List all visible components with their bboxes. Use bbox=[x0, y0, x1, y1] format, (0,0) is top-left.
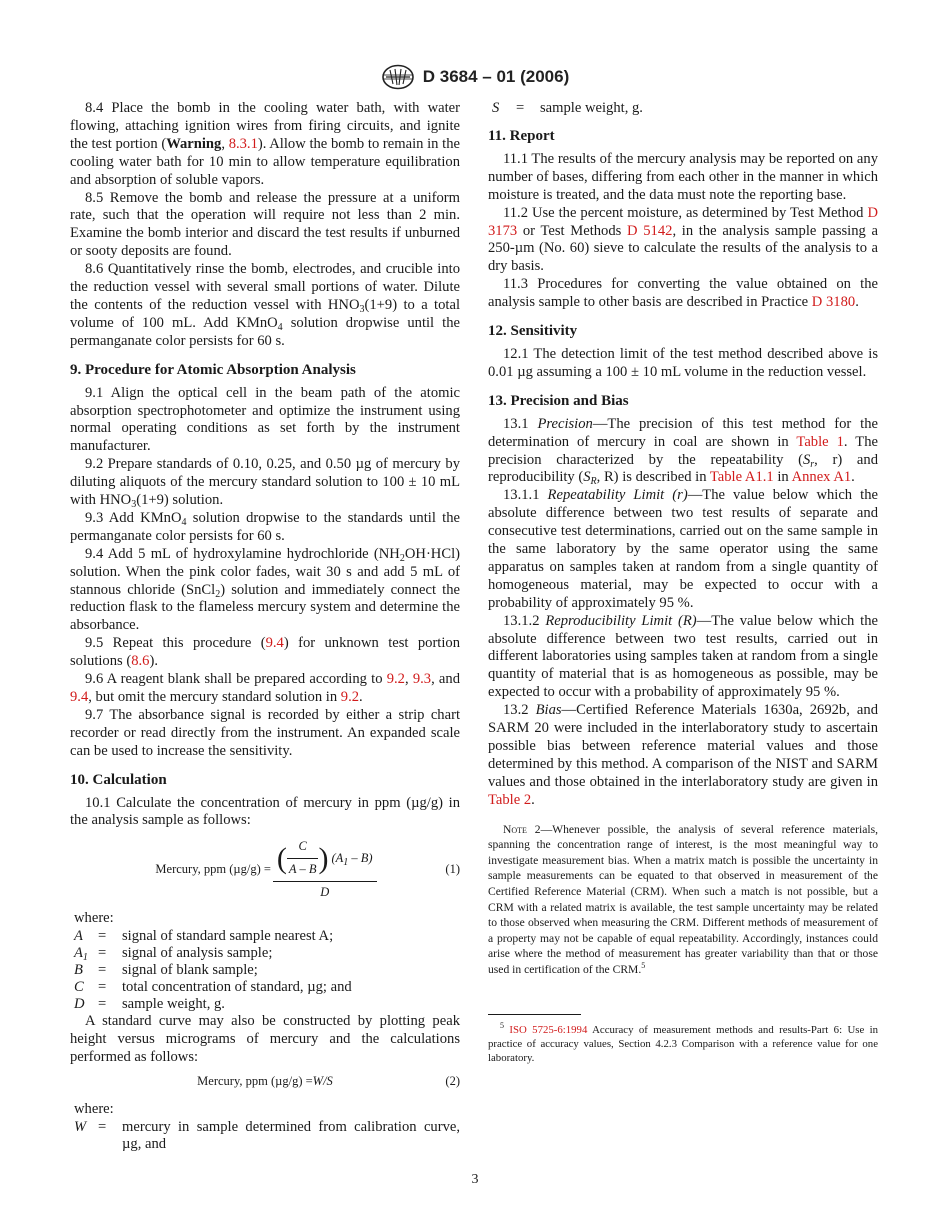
paragraph-9-6: 9.6 A reagent blank shall be prepared according to 9.2, 9.3, and 9.4, but omit the mercury standard solution in 9.2. bbox=[70, 671, 460, 705]
paragraph-13-1-1: 13.1.1 Repeatability Limit (r)—The value below which the absolute difference between two test results of separate and consecutive test determinations, carried out on the same sample in the same laboratory by the same operator using the same apparatus on samples taken at random from a single quantity of homogeneous material, may be expected to occur with a probability of approximately 95 %. bbox=[488, 487, 878, 611]
paragraph-9-4: 9.4 Add 5 mL of hydroxylamine hydrochloride $(NH_2OH\cdot HCl)$ solution. When the pink color fades, wait 30 s and add 5 mL of stannous chloride (SnCl$_2$) solution and immediately connect the reduction flask to the flameless mercury system and determine the absorbance. bbox=[70, 545, 460, 634]
definition-symbol: C bbox=[74, 978, 84, 995]
link-9-4[interactable]: 9.4 bbox=[265, 635, 284, 652]
paragraph-8-5: 8.5 Remove the bomb and release the pressure at a uniform rate, such that the operation will require not less than 2 min. Examine the bomb interior and discard the test results if unburned or sooty deposits are found. bbox=[70, 189, 460, 260]
paragraph-13-1-2: 13.1.2 Reproducibility Limit (R)—The value below which the absolute difference between two test results, carried out in different laboratories using samples taken at random from a single quantity of material that is as homogeneous as possible, may be expected to occur with a probability of approximately 95 %. bbox=[488, 612, 878, 701]
link-annex-a1[interactable]: Annex A1 bbox=[791, 469, 852, 486]
paragraph-9-5: 9.5 Repeat this procedure (9.4) for unknown test portion solutions (8.6). bbox=[70, 635, 461, 670]
left-column bbox=[70, 100, 460, 1154]
definition-row: B = signal of blank sample; bbox=[74, 962, 460, 979]
equation-2-number: (2) bbox=[445, 1073, 460, 1088]
link-8-6[interactable]: 8.6 bbox=[131, 653, 150, 670]
definition-row: D = sample weight, g. bbox=[74, 996, 460, 1013]
equation-2: Mercury, ppm (µg/g) = W/S (2) bbox=[70, 1073, 460, 1091]
link-9-3[interactable]: 9.3 bbox=[412, 671, 432, 688]
note-2: Note 2—Whenever possible, the analysis of several reference materials, spanning the concentration range of interest, is the most meaningful way to investigate measurement bias. When a matrix match is possible the uncertainty in sample measurements can be equated to that observed in measurement of the Certified Reference Material (CRM). When such a match is not possible, but a CRM with a related matrix is available, the test sample uncertainty may be related to those observed when measuring the CRM. Different methods of measurement of a property may not be capable of equal repeatability. Accordingly, instances could arise where the method of measurement has greater variability than that or those used in certification of the CRM.$^5$ bbox=[488, 822, 878, 976]
where-label-1: where: bbox=[74, 910, 114, 927]
paragraph-13-1: 13.1 Precision—The precision of this test method for the determination of mercury in coal are shown in Table 1. The precision characterized by the repeatability ($S_r$, r) and reproducibility ($S_R$, R) is described in Table A1.1 in Annex A1. bbox=[488, 415, 878, 488]
definition-list-1 bbox=[74, 928, 460, 1013]
footnote-5: $^5$ ISO 5725-6:1994 Accuracy of measurement methods and results-Part 6: Use in practice of accuracy values, Section 4.2.3 Comparison with a reference value for one laboratory. bbox=[488, 1020, 879, 1064]
footnote-divider bbox=[488, 1014, 581, 1015]
paragraph-9-7: 9.7 The absorbance signal is recorded by either a strip chart recorder or read directly from the instrument. An expanded scale can be used to increase the sensitivity. bbox=[70, 706, 460, 759]
paragraph-13-2: 13.2 Bias—Certified Reference Materials 1630a, 2692b, and SARM 20 were included in the interlaboratory study to ascertain possible bias between reference material values and those determined by this method. A comparison of the NIST and SARM values and those obtained in the interlaboratory study are given in Table 2. bbox=[488, 702, 878, 808]
definition-S: S = sample weight, g. bbox=[492, 100, 643, 116]
page-number: 3 bbox=[471, 1172, 479, 1187]
link-9-4[interactable]: 9.4 bbox=[70, 689, 89, 705]
paragraph-8-4: 8.4 Place the bomb in the cooling water bath, with water flowing, attaching ignition wires from firing circuits, and ignite the test portion (Warning, 8.3.1). Allow the bomb to remain in the cooling water bath for 10 min to allow temperature equilibration and absorption of soluble vapors. bbox=[70, 100, 461, 188]
definition-row: C = total concentration of standard, µg; and bbox=[74, 979, 460, 996]
astm-logo-icon bbox=[381, 64, 415, 90]
where-label-2: where: bbox=[74, 1100, 114, 1117]
link-table-a1-1[interactable]: Table A1.1 bbox=[709, 469, 774, 486]
paragraph-10-1: 10.1 Calculate the concentration of mercury in ppm (µg/g) in the analysis sample as follows: bbox=[70, 794, 460, 829]
paragraph-12-1: 12.1 The detection limit of the test method described above is 0.01 µg assuming a 100 ± 10 mL volume in the reduction vessel. bbox=[488, 345, 878, 380]
section-9-heading: 9. Procedure for Atomic Absorption Analysis bbox=[70, 361, 356, 378]
section-13-heading: 13. Precision and Bias bbox=[488, 392, 629, 409]
section-10-heading: 10. Calculation bbox=[70, 771, 167, 788]
definition-text: sample weight, g. bbox=[122, 995, 225, 1012]
paragraph-9-1: 9.1 Align the optical cell in the beam path of the atomic absorption spectrophotometer and optimize the instrument using normal operating conditions as set forth by the instrument manufacturer. bbox=[70, 384, 460, 455]
paragraph-11-2: 11.2 Use the percent moisture, as determined by Test Method D 3173 or Test Methods D 5142, in the analysis sample passing a 250-µm (No. 60) sieve to calculate the results of the analysis to a dry basis. bbox=[488, 204, 878, 275]
link-iso-5725-6[interactable]: ISO 5725-6:1994 bbox=[509, 1023, 588, 1036]
link-d3173[interactable]: D 3173 bbox=[488, 204, 878, 239]
paragraph-8-6: 8.6 Quantitatively rinse the bomb, electrodes, and crucible into the reduction vessel with several small portions of water. Dilute the contents of the reduction vessel with $HNO_3(1+9)$ to a total volume of 100 mL. Add KMnO$_4$ solution dropwise until the permanganate color persists for 60 s. bbox=[70, 261, 460, 349]
definition-symbol: D bbox=[74, 995, 85, 1012]
definition-W: W = mercury in sample determined from calibration curve, µg, and bbox=[74, 1118, 460, 1153]
equation-1-fraction: ( $\frac{C}{A - B}$ ) $(A_1 - B)$ D bbox=[275, 838, 375, 902]
link-d5142[interactable]: D 5142 bbox=[627, 222, 673, 239]
section-12-heading: 12. Sensitivity bbox=[488, 323, 578, 340]
definition-text: signal of standard sample nearest A; bbox=[122, 927, 334, 944]
definition-text: signal of blank sample; bbox=[122, 961, 258, 978]
paragraph-9-3: 9.3 Add KMnO$_4$ solution dropwise to the standards until the permanganate color persists for 60 s. bbox=[70, 509, 460, 544]
definition-symbol: A bbox=[74, 927, 83, 944]
link-9-2[interactable]: 9.2 bbox=[340, 689, 360, 705]
paragraph-9-2: 9.2 Prepare standards of 0.10, 0.25, and 0.50 µg of mercury by diluting aliquots of the mercury standard solution to 100 ± 10 mL with $HNO_3(1+9)$ solution. bbox=[70, 456, 460, 511]
link-9-2[interactable]: 9.2 bbox=[386, 671, 405, 688]
definition-symbol: B bbox=[74, 961, 83, 978]
section-11-heading: 11. Report bbox=[488, 128, 555, 144]
definition-text: total concentration of standard, µg; and bbox=[122, 978, 352, 995]
equation-1-number: (1) bbox=[445, 862, 460, 877]
link-table-2[interactable]: Table 2 bbox=[488, 791, 532, 808]
definition-text: signal of analysis sample; bbox=[122, 944, 273, 961]
paragraph-11-1: 11.1 The results of the mercury analysis may be reported on any number of bases, differing from each other in the manner in which moisture is treated, and the data must note the reporting base. bbox=[488, 150, 878, 203]
page-header bbox=[0, 64, 950, 95]
definition-row: A = signal of standard sample nearest A; bbox=[74, 928, 460, 945]
definition-symbol: $A_1$ bbox=[74, 944, 88, 963]
paragraph-11-3: 11.3 Procedures for converting the value obtained on the analysis sample to other basis are described in Practice D 3180. bbox=[488, 276, 878, 311]
document-id: D 3684 – 01 (2006) bbox=[422, 67, 570, 86]
link-d3180[interactable]: D 3180 bbox=[811, 294, 856, 311]
equation-1: Mercury, ppm (µg/g) = ( $\frac{C}{A - B}$ ) $(A_1 - B)$ D (1) bbox=[70, 838, 460, 902]
paragraph-standard-curve: A standard curve may also be constructed by plotting peak height versus micrograms of mercury and the calculations performed as follows: bbox=[70, 1012, 460, 1065]
right-column bbox=[488, 100, 878, 1065]
definition-row: $A_1$ = signal of analysis sample; bbox=[74, 945, 460, 962]
link-table-1[interactable]: Table 1 bbox=[796, 433, 844, 450]
link-8-3-1[interactable]: 8.3.1 bbox=[228, 135, 258, 152]
